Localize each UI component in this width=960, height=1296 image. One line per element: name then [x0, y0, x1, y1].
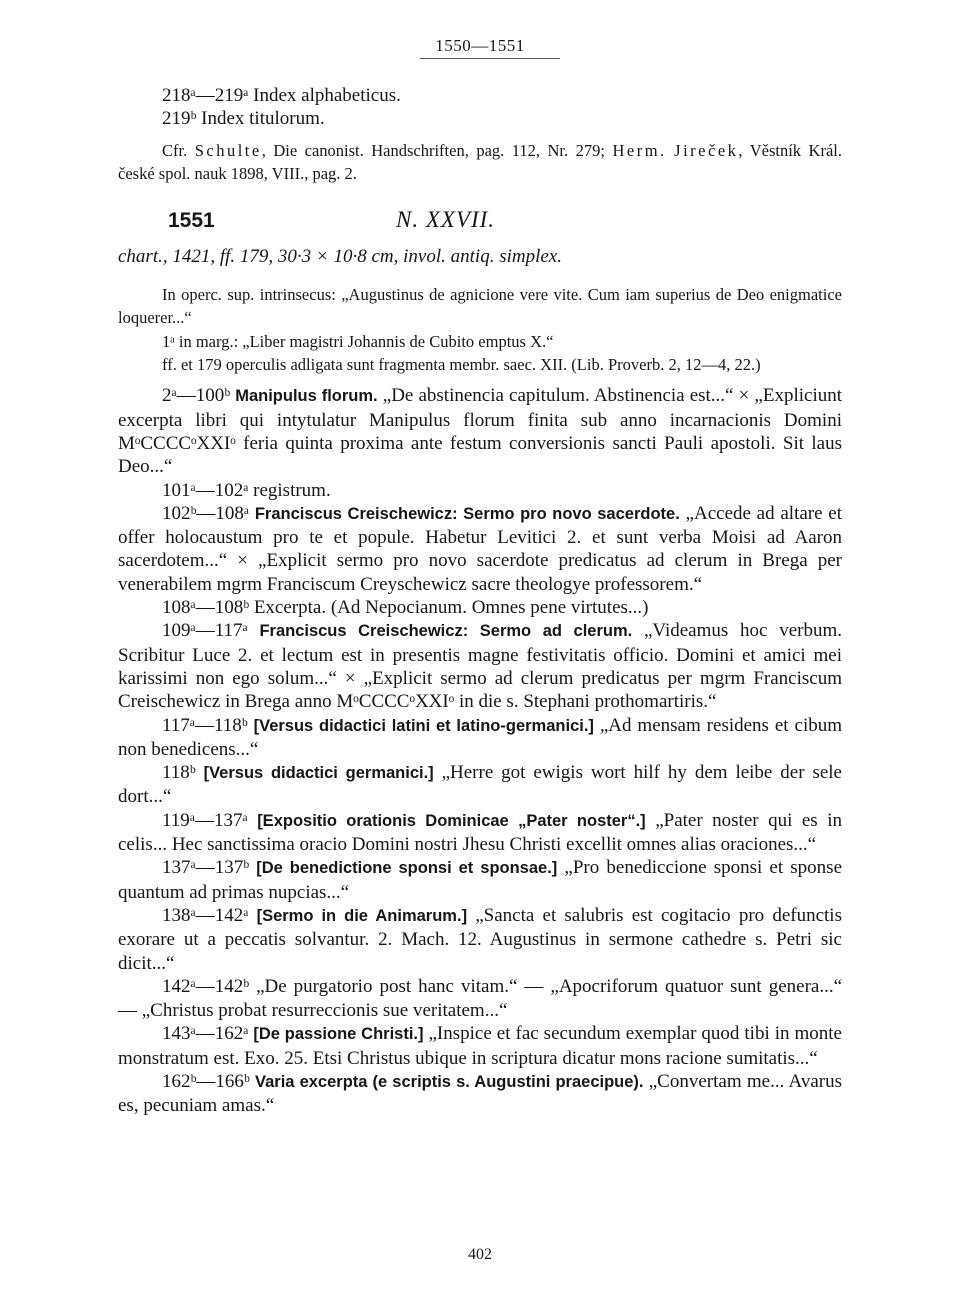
cfr-reference: Cfr. Schulte, Die canonist. Handschriften, pag. 112, Nr. 279; Herm. Jireček, Věstník Král. české spol. nauk 1898, VIII., pag. 2.	[118, 140, 842, 183]
item-benedictione: 137ᵃ—137ᵇ [De benedictione sponsi et sponsae.] „Pro benediccione sponsi et sponse quantum ad primas nupcias...“	[118, 857, 842, 903]
item-purgatorio: 142ᵃ—142ᵇ „De purgatorio post hanc vitam.“ — „Apocriforum quatuor sunt genera...“ — „Christus probat resurreccionis sue veritatem...“	[118, 975, 843, 1022]
item-sermo-sacerdote: 102ᵇ—108ᵃ Franciscus Creischewicz: Sermo pro novo sacerdote. „Accede ad altare et offer holocaustum pro te et popule. Habetur Levitici 2. et sunt verba Moisi ad Aaron sacerdotem...“ × „Explicit sermo pro novo sacerdote predicatus ad clerum in Brega per venerabilem mgrm Franciscum Creyschewicz sacre theologye professorem.“	[118, 502, 843, 595]
note-margin: 1ᵃ in marg.: „Liber magistri Johannis de Cubito emptus X.“	[162, 331, 554, 351]
head-rule	[420, 58, 560, 59]
note-cover: In operc. sup. intrinsecus: „Augustinus de agnicione vere vite. Cum iam superius de Deo enigmatice loquerer...“	[118, 285, 842, 328]
author-schulte: Schulte	[194, 140, 262, 160]
codex-description: chart., 1421, ff. 179, 30·3 × 10·8 cm, invol. antiq. simplex.	[118, 246, 562, 268]
item-excerpta: 108ᵃ—108ᵇ Excerpta. (Ad Nepocianum. Omnes pene virtutes...)	[162, 597, 649, 619]
note-fragments: ff. et 179 operculis adligata sunt fragmenta membr. saec. XII. (Lib. Proverb. 2, 12—4, 22.)	[162, 355, 761, 375]
item-animarum: 138ᵃ—142ᵃ [Sermo in die Animarum.] „Sancta et salubris est cogitacio pro defunctis exorare ut a peccatis solvantur. 2. Mach. 12. Augustinus in sermone cathedre s. Petri sic dicit...“	[118, 904, 842, 974]
entry-heading	[118, 203, 842, 245]
item-manipulus: 2ᵃ—100ᵇ Manipulus florum. „De abstinencia capitulum. Abstinencia est...“ × „Expliciunt excerpta libri qui intytulatur Manipulus florum finita sub anno incarnacionis Domini MᵒCCCCᵒXXIᵒ feria quinta proxima ante festum conversionis sancti Pauli apostoli. Sit laus Deo...“	[118, 385, 843, 478]
index-line-titulorum: 219ᵇ Index titulorum.	[162, 108, 325, 130]
index-line-alphabeticus: 218ᵃ—219ᵃ Index alphabeticus.	[162, 85, 401, 106]
content	[118, 84, 842, 1118]
running-head: 1550—1551	[435, 36, 525, 55]
item-registrum: 101ᵃ—102ᵃ registrum.	[162, 479, 331, 501]
page-number: 402	[468, 1246, 492, 1263]
item-passione: 143ᵃ—162ᵃ [De passione Christi.] „Inspice et fac secundum exemplar quod tibi in monte monstratum est. Exo. 25. Etsi Christus ubique in scriptura dicatur mons racione sumitatis...“	[118, 1023, 842, 1069]
author-jirecek: Jireček	[674, 140, 739, 160]
item-sermo-clerum: 109ᵃ—117ᵃ Franciscus Creischewicz: Sermo ad clerum. „Videamus hoc verbum. Scribitur Luce 2. et lectum est in presentis magne festivitatis officio. Domini et amici mei karissimi non ego solum...“ × „Explicit sermo ad clerum predicatus per mgrm Franciscum Creischewicz in Brega anno MᵒCCCCᵒXXIᵒ in die s. Stephani prothomartiris.“	[118, 620, 842, 713]
item-pater-noster: 119ᵃ—137ᵃ [Expositio orationis Dominicae „Pater noster“.] „Pater noster qui es in celis... Hec sanctissima oracio Domini nostri Jhesu Christi excellit omnes alias oraciones...“	[118, 809, 842, 856]
item-versus-latini: 117ᵃ—118ᵇ [Versus didactici latini et latino-germanici.] „Ad mensam residens et cibum non benedicens...“	[118, 714, 843, 760]
entry-number: 1551	[168, 209, 215, 233]
item-varia-excerpta: 162ᵇ—166ᵇ Varia excerpta (e scriptis s. Augustini praecipue). „Convertam me... Avarus es, pecuniam amas.“	[118, 1070, 842, 1117]
author-herm: Herm.	[612, 140, 667, 160]
entry-signature: N. XXVII.	[396, 207, 496, 233]
item-versus-germanici: 118ᵇ [Versus didactici germanici.] „Herre got ewigis wort hilf hy dem leibe der sele dort...“	[118, 762, 842, 808]
